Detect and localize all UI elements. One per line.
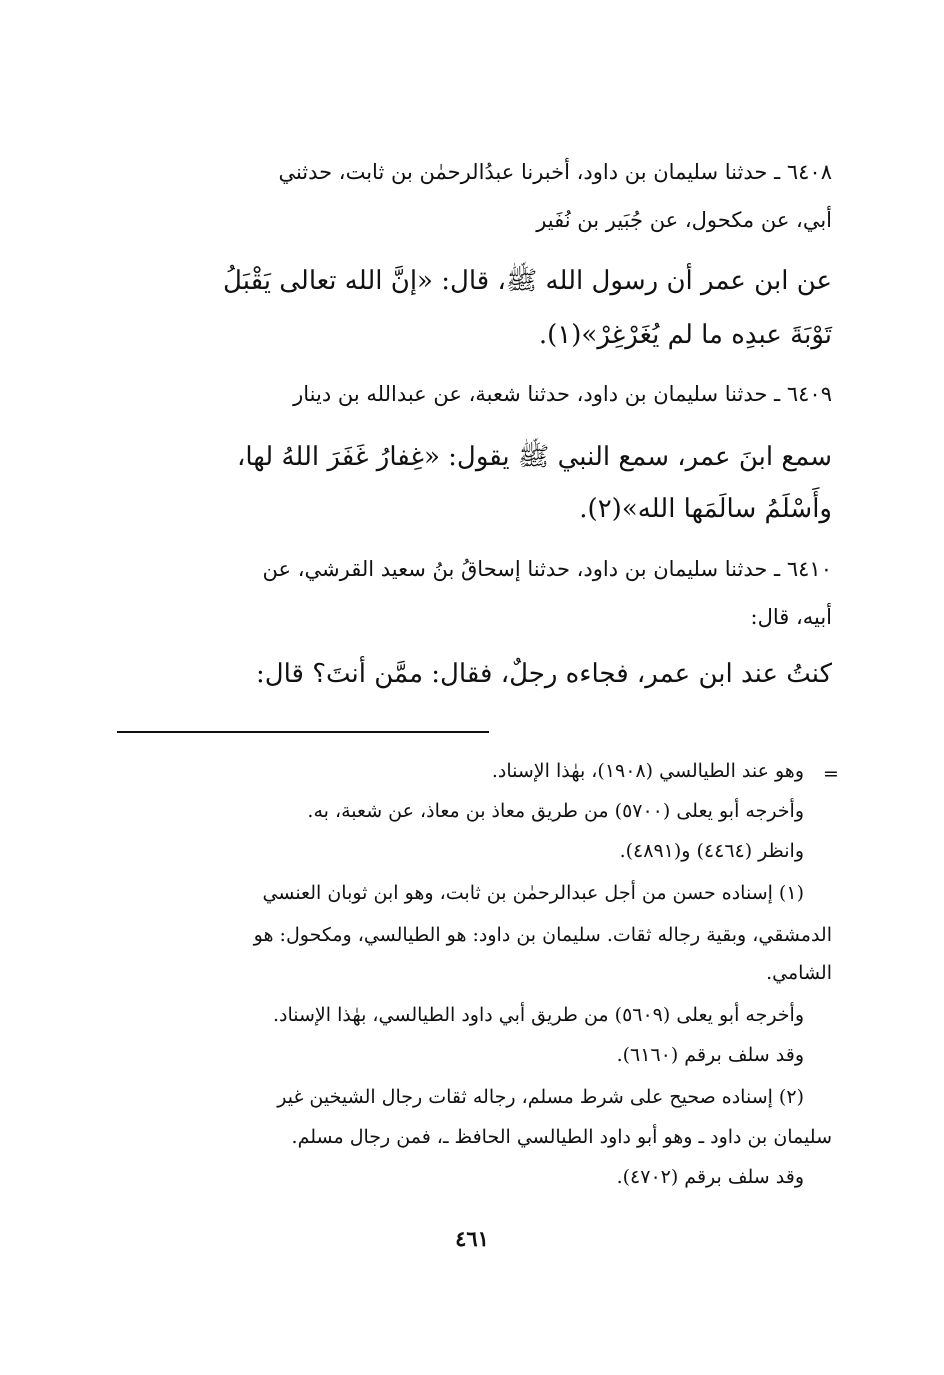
hadith-6409-matn-line-1: سمع ابنَ عمر، سمع النبي ﷺ يقول: «غِفارُ غَفَرَ اللهُ لها، xyxy=(236,442,832,472)
page-number: ٤٦١ xyxy=(455,1226,489,1251)
footnote-2-line-1: (٢) إسناده صحيح على شرط مسلم، رجاله ثقات رجال الشيخين غير xyxy=(277,1086,804,1108)
hadith-6408-isnad-line-1: ٦٤٠٨ ـ حدثنا سليمان بن داود، أخبرنا عبدُالرحمٰن بن ثابت، حدثني xyxy=(278,160,832,184)
hadith-6410-isnad-line-2: أبيه، قال: xyxy=(750,605,832,629)
footnote-line: وانظر (٤٤٦٤) و(٤٨٩١). xyxy=(619,840,804,862)
footnote-line: وقد سلف برقم (٦١٦٠). xyxy=(616,1044,804,1066)
footnote-2-line-2: سليمان بن داود ـ وهو أبو داود الطيالسي الحافظ ـ، فمن رجال مسلم. xyxy=(291,1126,832,1148)
footnote-line: وقد سلف برقم (٤٧٠٢). xyxy=(616,1166,804,1188)
hadith-6410-matn-line-1: كنتُ عند ابن عمر، فجاءه رجلٌ، فقال: ممَّن أنتَ؟ قال: xyxy=(255,659,832,689)
footnote-line: وأخرجه أبو يعلى (٥٦٠٩) من طريق أبي داود الطيالسي، بهٰذا الإسناد. xyxy=(272,1004,804,1026)
hadith-6409-matn-line-2: وأَسْلَمُ سالَمَها الله»(٢). xyxy=(579,494,832,524)
hadith-6409-isnad-line-1: ٦٤٠٩ ـ حدثنا سليمان بن داود، حدثنا شعبة، عن عبدالله بن دينار xyxy=(293,382,832,406)
hadith-6408-matn-line-2: تَوْبَةَ عبدِه ما لم يُغَرْغِرْ»(١). xyxy=(538,320,832,350)
hadith-6410-isnad-line-1: ٦٤١٠ ـ حدثنا سليمان بن داود، حدثنا إسحاقُ بنُ سعيد القرشي، عن xyxy=(262,557,832,581)
footnote-separator-rule xyxy=(117,731,489,733)
footnote-line: وهو عند الطيالسي (١٩٠٨)، بهٰذا الإسناد. xyxy=(491,760,804,782)
hadith-6408-matn-line-1: عن ابن عمر أن رسول الله ﷺ، قال: «إنَّ الله تعالى يَقْبَلُ xyxy=(223,266,832,296)
footnote-line: وأخرجه أبو يعلى (٥٧٠٠) من طريق معاذ بن معاذ، عن شعبة، به. xyxy=(307,800,804,822)
footnote-continuation-mark: = xyxy=(823,763,839,785)
footnote-1-line-3: الشامي. xyxy=(766,962,832,984)
footnote-1-line-1: (١) إسناده حسن من أجل عبدالرحمٰن بن ثابت، وهو ابن ثوبان العنسي xyxy=(262,882,804,904)
hadith-6408-isnad-line-2: أبي، عن مكحول، عن جُبَير بن نُفَير xyxy=(536,208,832,232)
footnote-1-line-2: الدمشقي، وبقية رجاله ثقات. سليمان بن داود: هو الطيالسي، ومكحول: هو xyxy=(253,924,832,946)
